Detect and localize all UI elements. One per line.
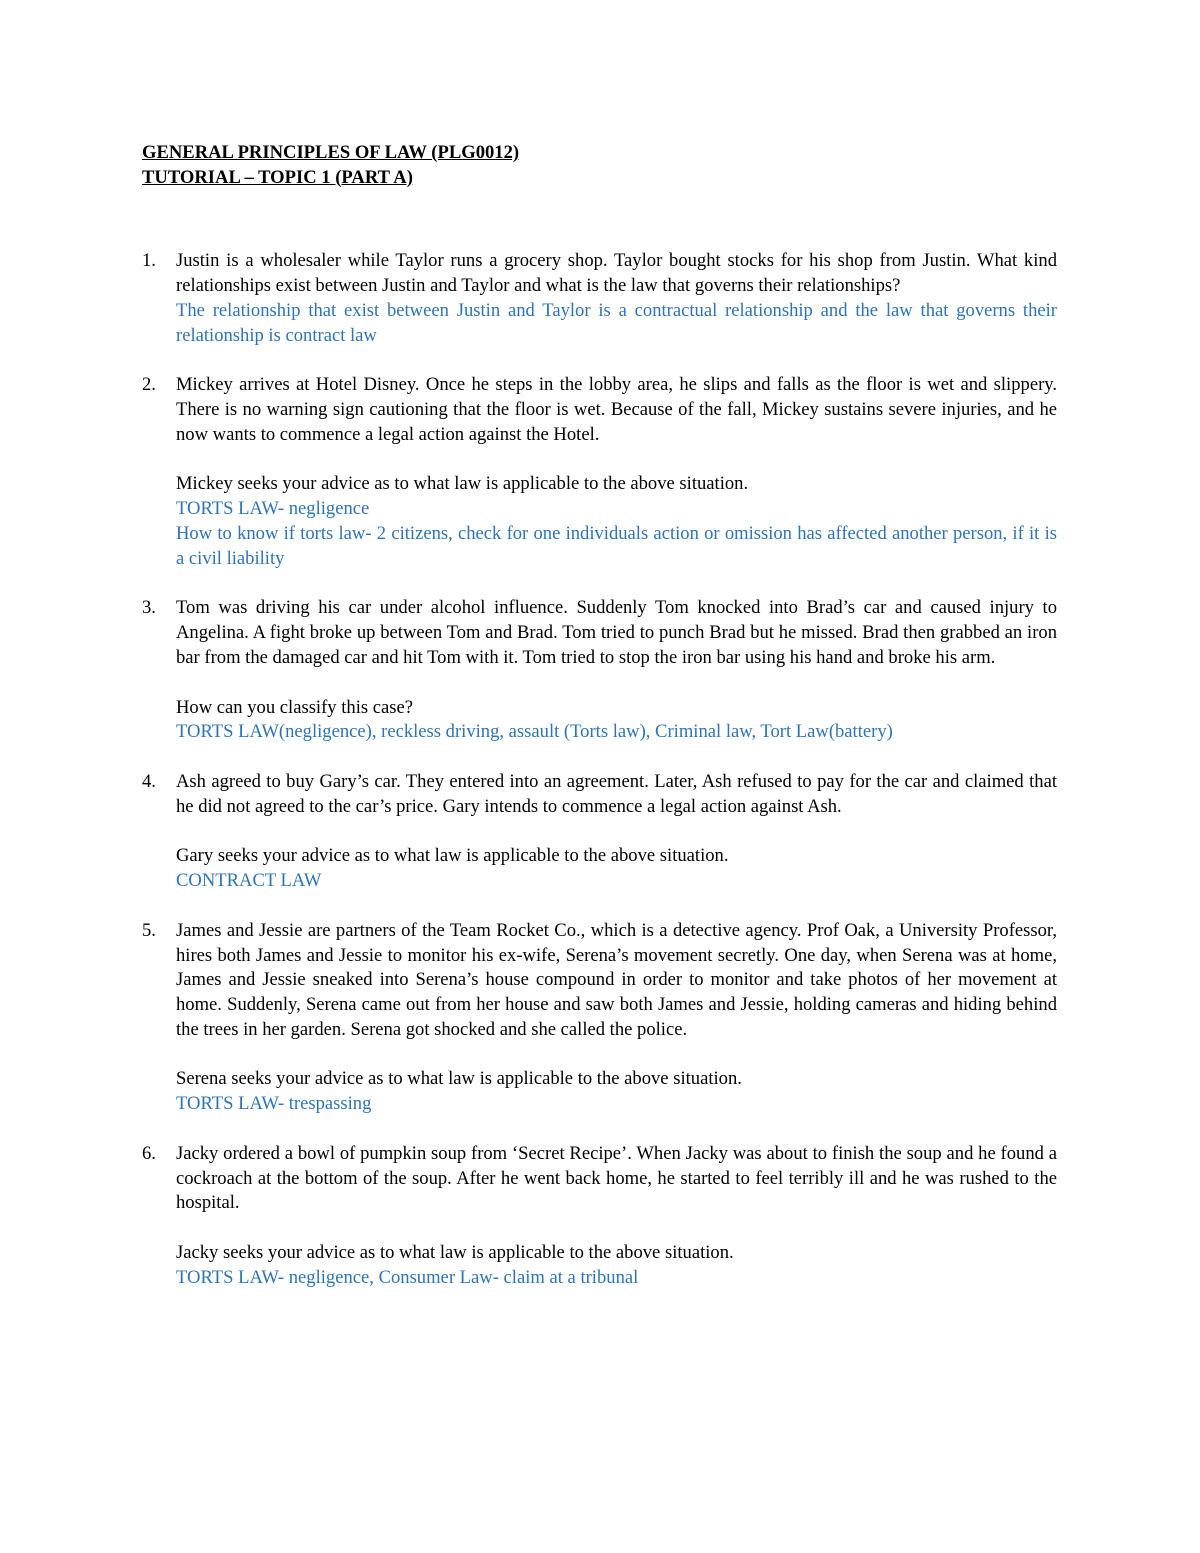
answer-text: TORTS LAW- trespassing [176, 1093, 372, 1115]
paragraph-spacer [176, 448, 1057, 473]
answer-text: TORTS LAW- negligence, Consumer Law- claim at a tribunal [176, 1266, 639, 1288]
question-number: 2. [142, 374, 156, 396]
question-item [142, 1142, 1057, 1291]
question-text: James and Jessie are partners of the Team Rocket Co., which is a detective agency. Prof Oak, a University Professor, hires both James and Jessie to monitor his ex-wife, Serena’s movement secretly. One day, when Serena was at home, James and Jessie sneaked into Serena’s house compound in order to monitor and take photos of her movement at home. Suddenly, Serena came out from her house and saw both James and Jessie, holding cameras and hiding behind the trees in her garden. Serena got shocked and she called the police. [176, 919, 1057, 1040]
question-number: 3. [142, 597, 156, 619]
question-text: Justin is a wholesaler while Taylor runs a grocery shop. Taylor bought stocks for his shop from Justin. What kind relationships exist between Justin and Taylor and what is the law that governs their relationships? [176, 250, 1057, 296]
question-text: Mickey arrives at Hotel Disney. Once he steps in the lobby area, he slips and falls as the floor is wet and slippery. There is no warning sign cautioning that the floor is wet. Because of the fall, Mickey sustains severe injuries, and he now wants to commence a legal action against the Hotel. [176, 374, 1057, 445]
question-prompt: Serena seeks your advice as to what law is applicable to the above situation. [176, 1068, 742, 1090]
tutorial-title: TUTORIAL – TOPIC 1 (PART A) [142, 166, 413, 188]
answer-text: TORTS LAW- negligence [176, 498, 370, 520]
question-number: 4. [142, 770, 156, 792]
paragraph-spacer [176, 671, 1057, 696]
question-list [142, 249, 1057, 1290]
question-text: Ash agreed to buy Gary’s car. They entered into an agreement. Later, Ash refused to pay for the car and claimed that he did not agreed to the car’s price. Gary intends to commence a legal action against Ash. [176, 770, 1057, 817]
paragraph-spacer [176, 1216, 1057, 1241]
question-number: 6. [142, 1142, 156, 1164]
question-number: 1. [142, 250, 156, 272]
document-body [142, 141, 1057, 1315]
course-title: GENERAL PRINCIPLES OF LAW (PLG0012) [142, 142, 520, 163]
question-prompt: How can you classify this case? [176, 696, 413, 718]
question-item [142, 770, 1057, 894]
question-number: 5. [142, 919, 156, 941]
question-prompt: Gary seeks your advice as to what law is applicable to the above situation. [176, 845, 729, 867]
answer-text: TORTS LAW(negligence), reckless driving, assault (Torts law), Criminal law, Tort Law(battery) [176, 721, 893, 743]
question-prompt: Jacky seeks your advice as to what law is applicable to the above situation. [176, 1242, 734, 1264]
paragraph-spacer [176, 820, 1057, 845]
heading-spacer [142, 190, 1057, 249]
answer-note: How to know if torts law- 2 citizens, check for one individuals action or omission has affected another person, if it is a civil liability [176, 522, 1057, 569]
question-item [142, 919, 1057, 1117]
question-item [142, 596, 1057, 745]
question-item [142, 373, 1057, 571]
question-text: Tom was driving his car under alcohol influence. Suddenly Tom knocked into Brad’s car and caused injury to Angelina. A fight broke up between Tom and Brad. Tom tried to punch Brad but he missed. Brad then grabbed an iron bar from the damaged car and hit Tom with it. Tom tried to stop the iron bar using his hand and broke his arm. [176, 597, 1057, 668]
answer-text: CONTRACT LAW [176, 870, 322, 892]
question-item [142, 249, 1057, 348]
answer-text: The relationship that exist between Justin and Taylor is a contractual relationship and the law that governs their relationship is contract law [176, 299, 1057, 346]
question-text: Jacky ordered a bowl of pumpkin soup from ‘Secret Recipe’. When Jacky was about to finish the soup and he found a cockroach at the bottom of the soup. After he went back home, he started to feel terribly ill and he was rushed to the hospital. [176, 1142, 1057, 1214]
question-prompt: Mickey seeks your advice as to what law is applicable to the above situation. [176, 473, 749, 495]
paragraph-spacer [176, 1043, 1057, 1068]
